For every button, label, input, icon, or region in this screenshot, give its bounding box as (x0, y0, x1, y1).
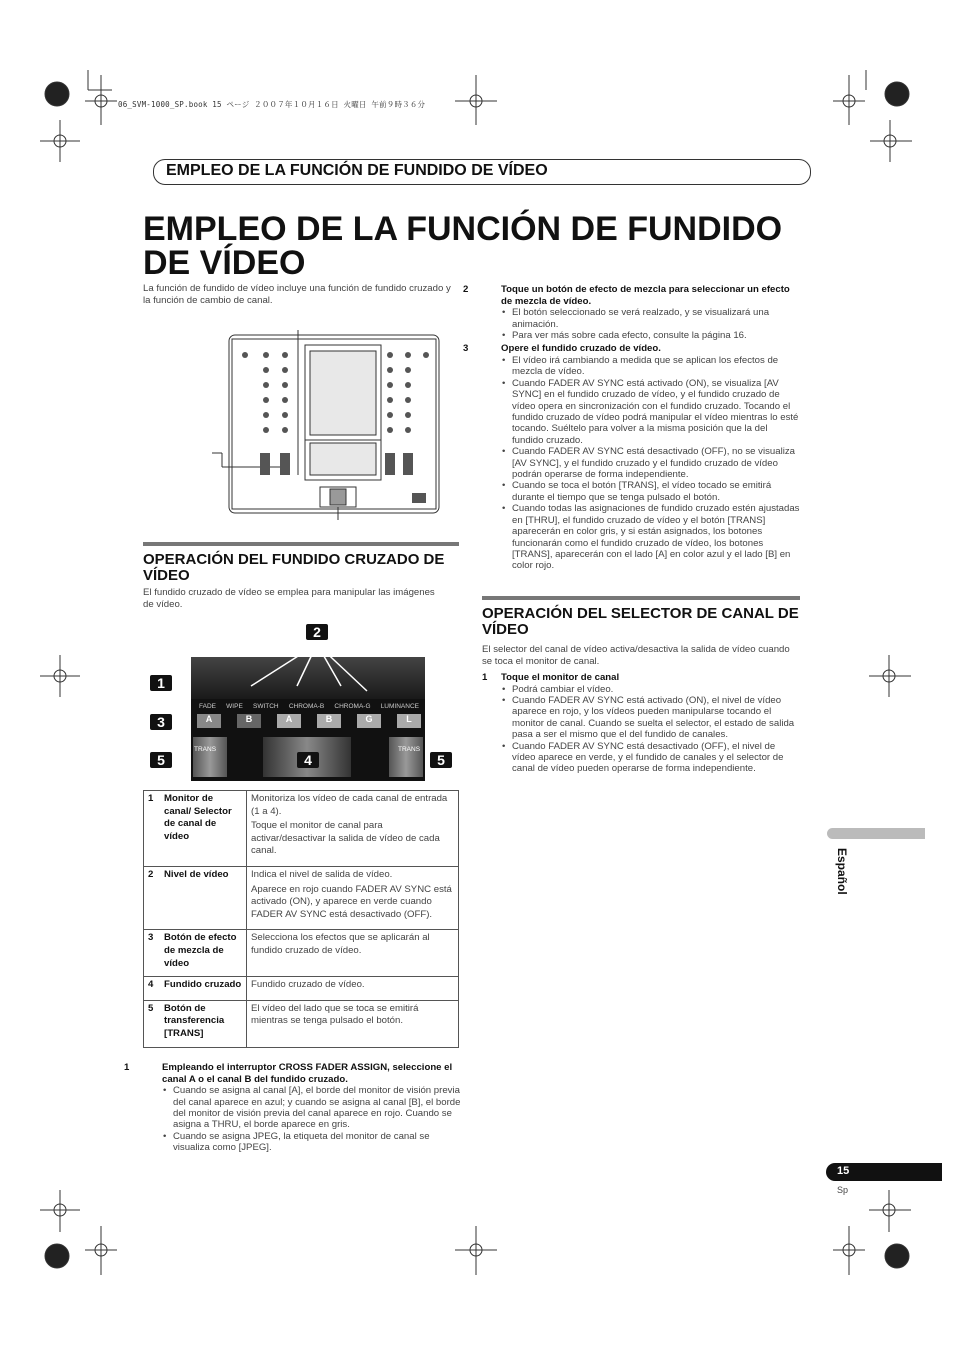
bullet-item: • Cuando FADER AV SYNC está activado (ON), el nivel de vídeo aparece en rojo, y los vídeos pueden manipularse tocando el monitor de canal. Cuando se suelta el selector, el estado de salida pasa a ser el mismo que el del fundido de canales. (512, 695, 800, 741)
row-num: 3 (144, 930, 163, 977)
channel-step-1 (482, 672, 800, 684)
row-num: 4 (144, 977, 163, 1001)
bullet-item: • Podrá cambiar el vídeo. (512, 684, 800, 695)
page-number: 15 (837, 1165, 850, 1177)
step-num: 1 (482, 672, 488, 683)
desc-line: El vídeo del lado que se toca se emitirá mientras se tenga pulsado el botón. (251, 1002, 419, 1027)
effect-button[interactable]: A (277, 714, 301, 728)
step-3 (463, 343, 800, 355)
step-text: Toque un botón de efecto de mezcla para seleccionar un efecto de mezcla de vídeo. (501, 284, 790, 307)
bullet-item: • Cuando se asigna al canal [A], el borde del monitor de visión previa del canal aparece en azul; y cuando se asigna al canal [B], el borde del monitor de visión previa del canal aparece en rojo. Cuando se asigna a THRU, el borde aparece en gris. (173, 1085, 461, 1131)
effect-button[interactable]: B (317, 714, 341, 728)
row-num: 1 (144, 791, 163, 867)
desc-line: Toque el monitor de canal para activar/desactivar la salida de vídeo de cada canal. (251, 820, 440, 857)
row-name: Botón de efecto de mezcla de vídeo (162, 930, 247, 977)
callout-lines (191, 636, 425, 696)
crossfade-text: El fundido cruzado de vídeo se emplea para manipular las imágenes de vídeo. (143, 587, 435, 610)
channel-step-block (482, 672, 800, 775)
effect-label: CHROMA-G (334, 703, 371, 710)
channel-selector-text: El selector del canal de vídeo activa/desactiva la salida de vídeo cuando se toca el monitor de canal. (482, 644, 790, 667)
trans-button-a[interactable] (193, 737, 227, 777)
effect-buttons (197, 714, 421, 728)
table-row (144, 791, 459, 867)
callout-5: 5 (150, 752, 172, 768)
section-header-text: EMPLEO DE LA FUNCIÓN DE FUNDIDO DE VÍDEO (166, 162, 548, 179)
effect-label: WIPE (226, 703, 243, 710)
trans-label: TRANS (194, 746, 217, 753)
bullet-item: • Cuando FADER AV SYNC está activado (ON), se visualiza [AV SYNC] en el fundido cruzado de vídeo, y el fundido cruzado de vídeo opera en sincronización con el fundido cruzado. Tocando el fundido cruzado de vídeo podrá manipular el vídeo mientras lo esté tocando. Suéltelo para volver a la misma posición que la del fundido cruzado. (512, 378, 800, 446)
mixer-illustration (200, 325, 460, 520)
section-header (153, 159, 811, 185)
row-desc (247, 791, 459, 867)
desc-line: Selecciona los efectos que se aplicarán al fundido cruzado de vídeo. (251, 932, 430, 956)
desc-line: Aparece en rojo cuando FADER AV SYNC está activado (ON), y aparece en verde cuando FADER AV SYNC está desactivado (OFF). (251, 883, 452, 920)
bullet-item: • Cuando se asigna JPEG, la etiqueta del monitor de canal se visualiza como [JPEG]. (173, 1131, 461, 1154)
step-num: 1 (124, 1062, 130, 1073)
effect-button[interactable]: B (237, 714, 261, 728)
bullet-item: • Cuando FADER AV SYNC está desactivado (OFF), no se visualiza [AV SYNC], y el fundido cruzado y el fundido cruzado de vídeo podrán operarse de forma independiente. (512, 446, 800, 480)
step-text: Empleando el interruptor CROSS FADER ASSIGN, seleccione el canal A o el canal B del fundido cruzado. (162, 1062, 453, 1085)
effect-button[interactable]: L (397, 714, 421, 728)
table-row (144, 930, 459, 977)
trans-label: TRANS (398, 746, 421, 753)
step-2-3-block (463, 284, 800, 572)
effect-button[interactable]: A (197, 714, 221, 728)
bullet-item: • Cuando se toca el botón [TRANS], el vídeo tocado se emitirá durante el tiempo que se tenga pulsado el botón. (512, 480, 800, 503)
row-desc (247, 977, 459, 1001)
step-1-bullets (143, 1085, 461, 1153)
table-row (144, 977, 459, 1001)
row-desc (247, 930, 459, 977)
step-text: Opere el fundido cruzado de vídeo. (501, 343, 661, 355)
callout-5-right: 5 (430, 752, 452, 768)
side-tab (827, 828, 925, 839)
step-num: 2 (463, 284, 469, 295)
channel-selector-heading-text: OPERACIÓN DEL SELECTOR DE CANAL DE VÍDEO (482, 605, 799, 638)
bullet-item: • El botón seleccionado se verá realzado, y se visualizará una animación. (512, 307, 800, 330)
step-2 (463, 284, 800, 307)
row-name: Botón de transferencia [TRANS] (162, 1000, 247, 1047)
step-num: 3 (463, 343, 469, 355)
callout-1: 1 (150, 675, 172, 691)
step-text: Toque el monitor de canal (501, 672, 620, 683)
desc-line: Fundido cruzado de vídeo. (251, 979, 365, 991)
callout-4: 4 (297, 752, 319, 768)
row-num: 2 (144, 866, 163, 929)
bullet-item: • El vídeo irá cambiando a medida que se aplican los efectos de mezcla de vídeo. (512, 355, 800, 378)
bullet-item: • Cuando FADER AV SYNC está desactivado (OFF), el nivel de vídeo aparece en verde, y el fundido de canales y el selector de canal de vídeo pueden operarse de forma independiente. (512, 741, 800, 775)
crossfade-heading (143, 542, 459, 584)
effect-label: LUMINANCE (380, 703, 419, 710)
row-name: Monitor de canal/ Selector de canal de vídeo (162, 791, 247, 867)
effect-label: SWITCH (252, 703, 279, 710)
page-lang: Sp (837, 1185, 849, 1195)
crossfade-heading-text: OPERACIÓN DEL FUNDIDO CRUZADO DE VÍDEO (143, 551, 445, 584)
callout-3: 3 (150, 714, 172, 730)
desc-line: Indica el nivel de salida de vídeo. (251, 868, 393, 880)
table-row (144, 1000, 459, 1047)
step-2-bullets (482, 307, 800, 341)
page-title-text: EMPLEO DE LA FUNCIÓN DE FUNDIDO DE VÍDEO (143, 210, 783, 282)
bullet-item: • Cuando todas las asignaciones de fundido cruzado estén ajustadas en [THRU], el fundido cruzado de vídeo y el botón [TRANS] aparecerán en color gris, y si están asignados, los botones funcionarán como el fundido cruzado de vídeo, los botones [TRANS], aparecerán con el lado [A] en color azul y el lado [B] en color rojo. (512, 503, 800, 571)
function-table (143, 790, 459, 1048)
row-name: Fundido cruzado (162, 977, 247, 1001)
side-language: Español (835, 848, 849, 895)
effect-button[interactable]: G (357, 714, 381, 728)
effect-labels (199, 703, 419, 713)
step-1-block (124, 1062, 461, 1154)
bullet-item: • Para ver más sobre cada efecto, consulte la página 16. (512, 330, 800, 341)
intro-text: La función de fundido de vídeo incluye una función de fundido cruzado y la función de cambio de canal. (143, 283, 451, 306)
row-num: 5 (144, 1000, 163, 1047)
page-title (143, 212, 803, 280)
channel-step-bullets (482, 684, 800, 775)
print-info: 06_SVM-1000_SP.book 15 ページ ２００７年１０月１６日 火曜日 午前９時３６分 (118, 100, 426, 109)
effect-label: CHROMA-B (288, 703, 325, 710)
step-1 (124, 1062, 461, 1085)
row-desc (247, 866, 459, 929)
trans-button-b[interactable] (389, 737, 423, 777)
channel-selector-heading (482, 596, 800, 638)
page-number-box (826, 1163, 942, 1181)
callout-2: 2 (306, 624, 328, 640)
desc-line: Monitoriza los vídeo de cada canal de entrada (1 a 4). (251, 793, 448, 817)
step-3-bullets (482, 355, 800, 572)
row-desc (247, 1000, 459, 1047)
table-row (144, 866, 459, 929)
effect-label: FADE (199, 703, 216, 710)
row-name: Nivel de vídeo (162, 866, 247, 929)
